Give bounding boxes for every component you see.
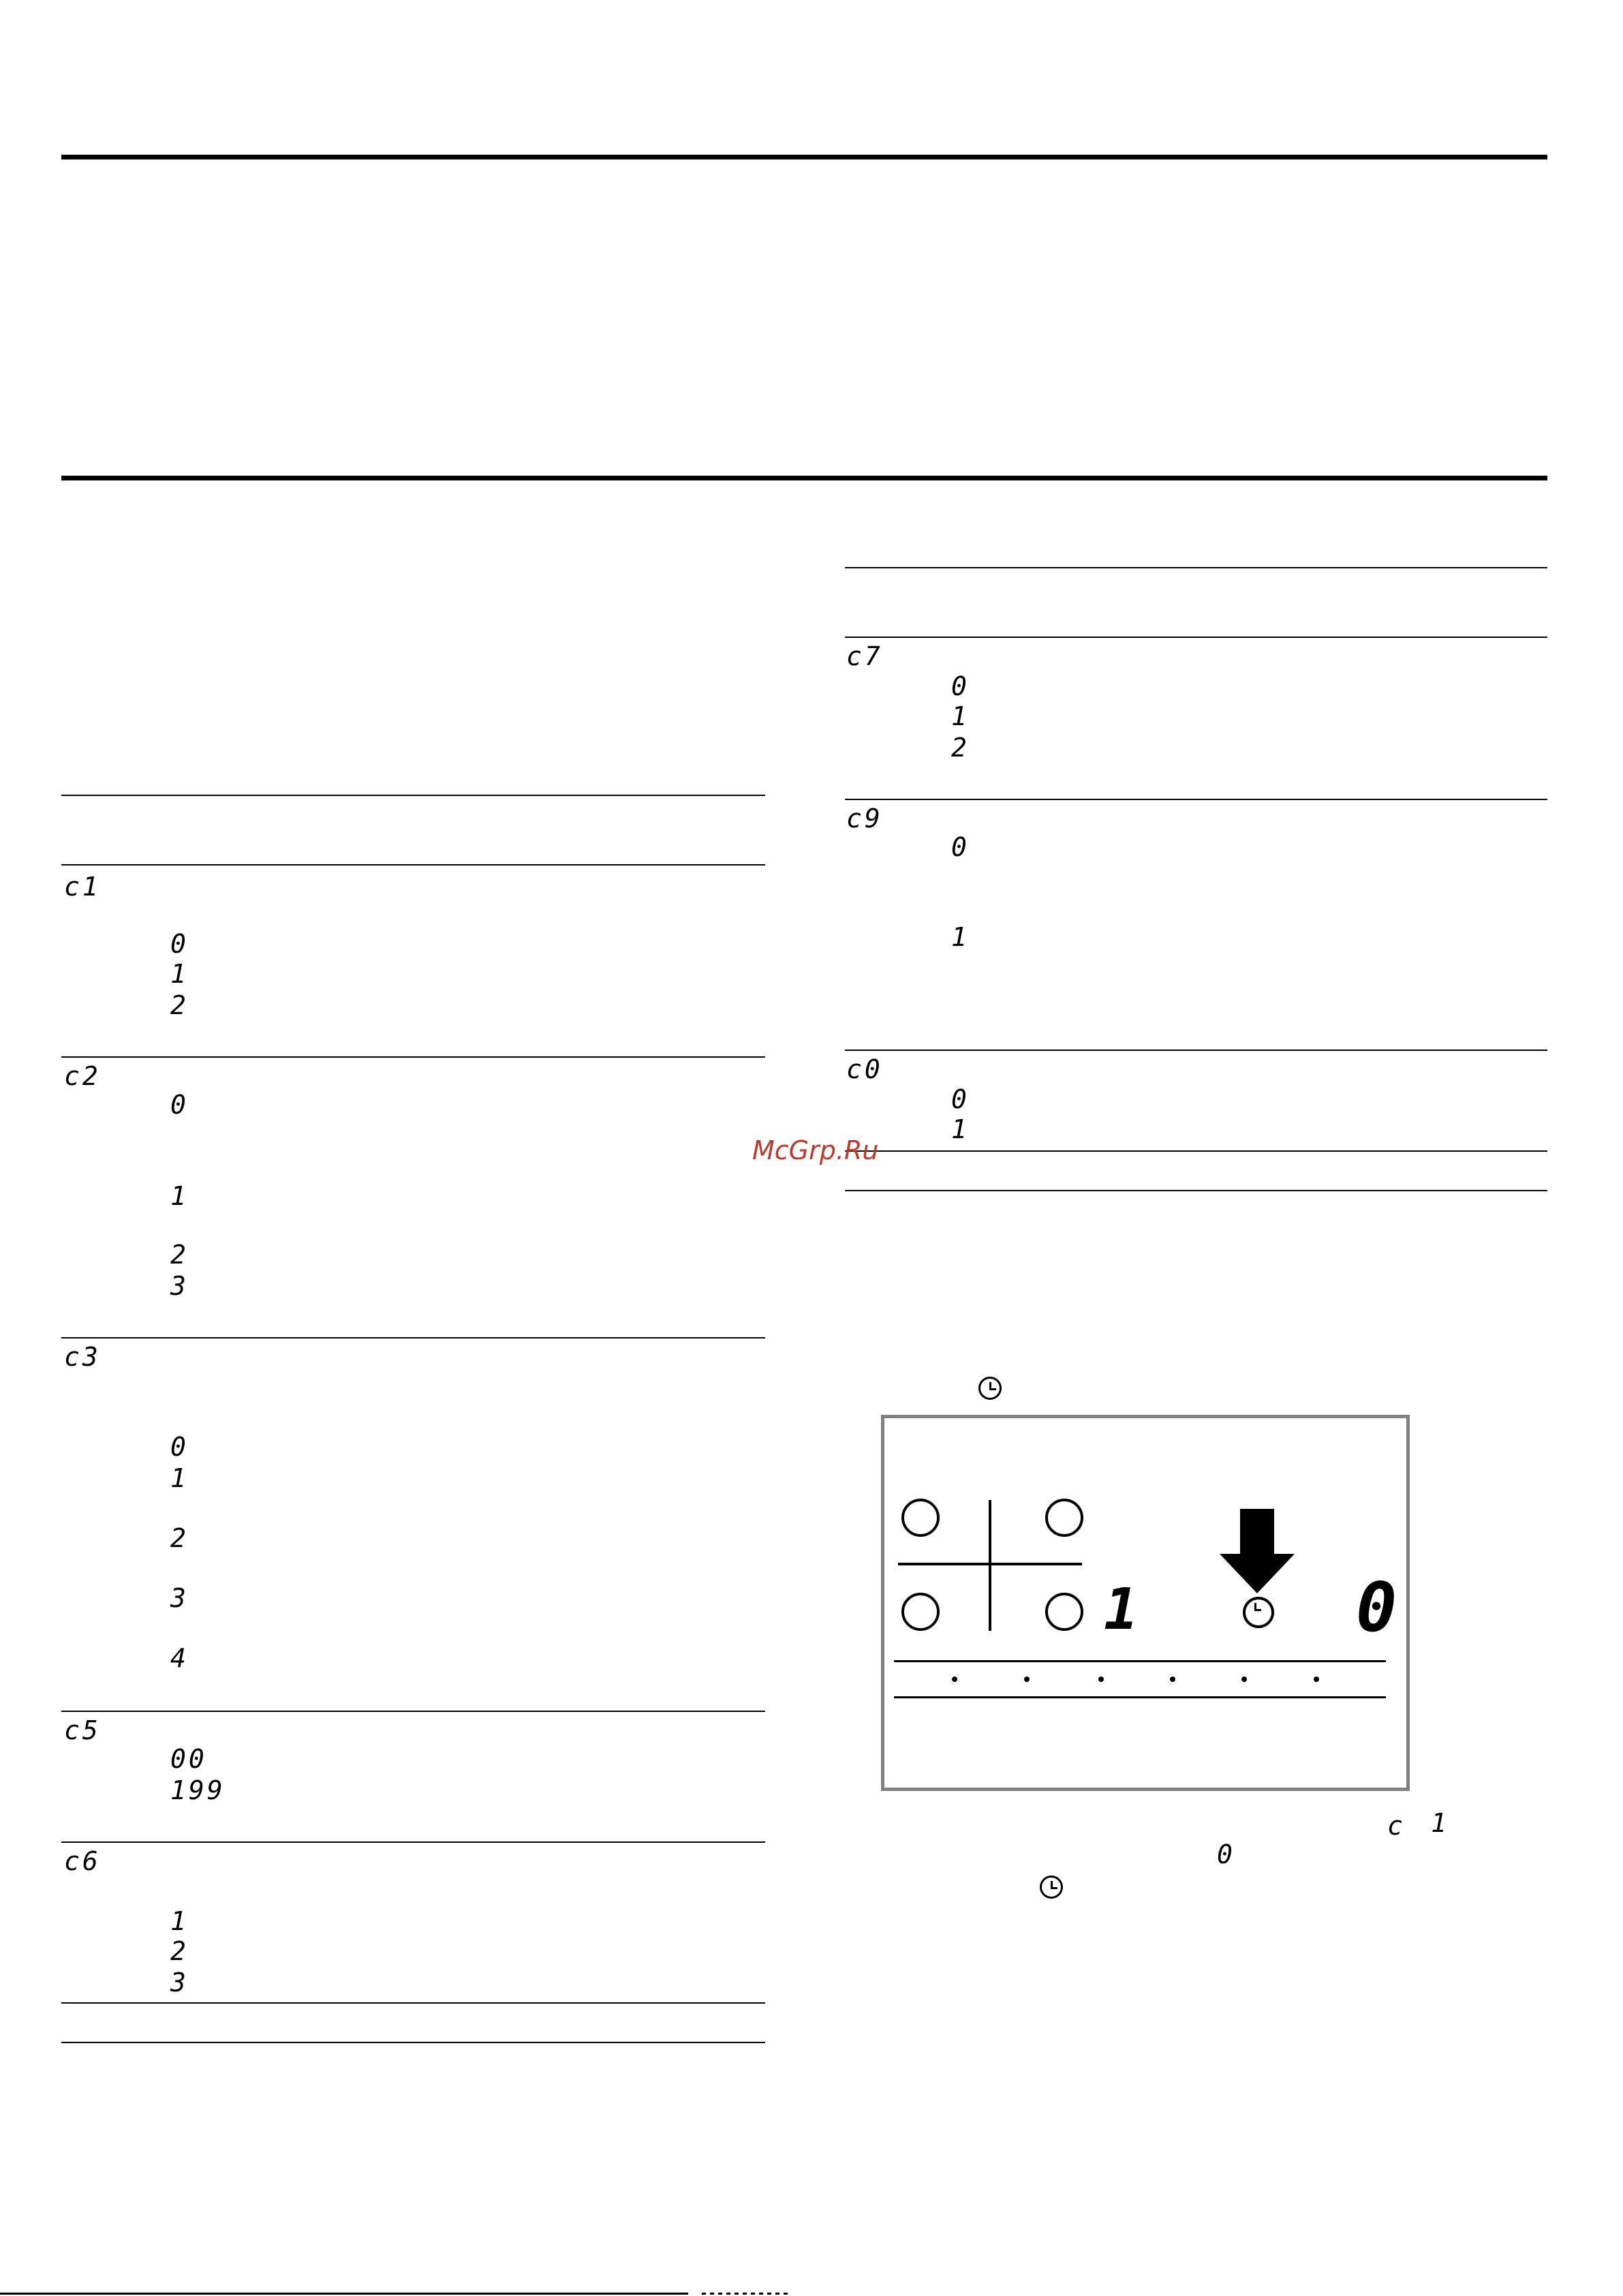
zone-front-left (901, 1499, 940, 1537)
clock-icon (978, 1377, 1002, 1400)
option-value: 3 (170, 1583, 189, 1613)
zone-display: 1 (1104, 1576, 1139, 1642)
setting-code-c6: c6 (64, 1846, 101, 1876)
watermark: McGrp.Ru (752, 1135, 879, 1165)
timer-display: 0 (1356, 1567, 1397, 1647)
option-value: 2 (951, 733, 970, 763)
row-rule (845, 799, 1547, 800)
option-value: 1 (170, 1463, 189, 1493)
option-value: 1 (951, 701, 970, 731)
option-value: 0 (951, 1084, 970, 1114)
option-value: 2 (170, 1936, 189, 1966)
option-value: 2 (170, 1523, 189, 1553)
slider-top-line (894, 1660, 1386, 1662)
option-value: 1 (170, 1181, 189, 1211)
option-value: 199 (170, 1775, 226, 1805)
caption-code-number: 1 (1431, 1808, 1449, 1838)
setting-code-c0: c0 (846, 1054, 883, 1084)
option-value: 1 (951, 922, 970, 952)
slider-bottom-line (894, 1696, 1386, 1698)
table-header-bottom-rule (845, 637, 1547, 638)
caption-value: 0 (1217, 1839, 1235, 1869)
setting-code-c9: c9 (846, 803, 883, 833)
option-value: 0 (170, 929, 189, 959)
footer-rule (0, 2293, 688, 2295)
section-rule (61, 476, 1547, 480)
option-value: 00 (170, 1744, 207, 1774)
table-end-rule (61, 2002, 765, 2004)
setting-code-c7: c7 (846, 641, 883, 671)
table-bottom-rule (845, 1190, 1547, 1191)
control-panel-illustration (881, 1415, 1410, 1791)
zone-rear-left (901, 1593, 940, 1631)
option-value: 3 (170, 1271, 189, 1301)
slider-mark (1314, 1677, 1319, 1682)
caption-code: c (1387, 1811, 1406, 1841)
row-rule (845, 1050, 1547, 1051)
option-value: 3 (170, 1968, 189, 1997)
option-value: 1 (170, 1906, 189, 1936)
table-bottom-rule (61, 2042, 765, 2043)
footer-mark (702, 2293, 790, 2295)
option-value: 2 (170, 1240, 189, 1270)
arrow-down-icon (1220, 1509, 1295, 1593)
row-rule (61, 1711, 765, 1712)
option-value: 1 (951, 1114, 970, 1144)
option-value: 0 (170, 1090, 189, 1120)
setting-code-c2: c2 (64, 1061, 101, 1091)
zone-rear-right (1045, 1593, 1083, 1631)
setting-code-c3: c3 (64, 1342, 101, 1372)
slider-mark (1241, 1677, 1247, 1682)
slider-mark (1098, 1677, 1104, 1682)
row-rule (61, 1337, 765, 1338)
top-rule (61, 155, 1547, 159)
table-header-top-rule (61, 795, 765, 796)
slider-mark (1024, 1677, 1030, 1682)
slider-mark (1170, 1677, 1175, 1682)
option-value: 2 (170, 990, 189, 1020)
option-value: 1 (170, 959, 189, 989)
option-value: 0 (170, 1432, 189, 1462)
clock-icon (1243, 1597, 1274, 1628)
setting-code-c5: c5 (64, 1715, 101, 1745)
row-rule (61, 1056, 765, 1058)
clock-icon (1040, 1876, 1063, 1899)
row-rule (61, 1841, 765, 1843)
table-header-top-rule (845, 567, 1547, 568)
zone-front-right (1045, 1499, 1083, 1537)
setting-code-c1: c1 (64, 872, 101, 902)
option-value: 0 (951, 671, 970, 701)
slider-mark (952, 1677, 957, 1682)
option-value: 0 (951, 832, 970, 862)
table-end-rule (845, 1150, 1547, 1152)
option-value: 4 (170, 1643, 189, 1673)
table-header-bottom-rule (61, 864, 765, 866)
